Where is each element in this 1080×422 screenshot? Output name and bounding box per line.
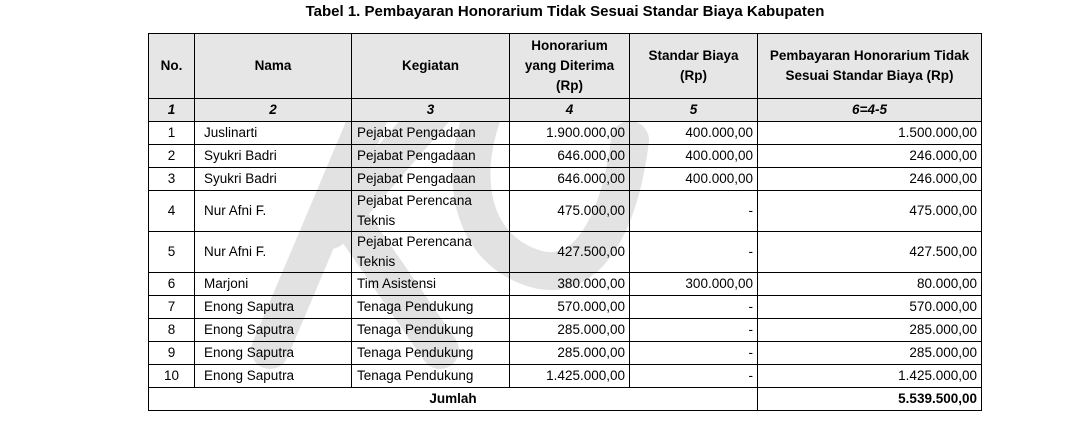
cell-selisih: 570.000,00 [758,296,982,319]
cell-honorarium: 380.000,00 [510,273,630,296]
col-number: 5 [630,99,758,122]
cell-standar-biaya: - [630,319,758,342]
column-number-row [149,99,982,122]
cell-no: 8 [149,319,195,342]
table-row [149,232,982,273]
cell-selisih: 427.500,00 [758,232,982,273]
cell-standar-biaya: 400.000,00 [630,145,758,168]
cell-nama: Enong Saputra [195,296,352,319]
cell-honorarium: 475.000,00 [510,191,630,232]
cell-nama: Enong Saputra [195,342,352,365]
cell-kegiatan: Pejabat Pengadaan [352,168,510,191]
cell-standar-biaya: - [630,232,758,273]
header-standar-biaya: Standar Biaya (Rp) [630,34,758,99]
cell-selisih: 1.500.000,00 [758,122,982,145]
cell-no: 9 [149,342,195,365]
cell-nama: Enong Saputra [195,365,352,388]
cell-kegiatan: Pejabat Pengadaan [352,122,510,145]
col-number: 3 [352,99,510,122]
cell-kegiatan: Tenaga Pendukung [352,296,510,319]
honorarium-table [148,33,982,411]
cell-standar-biaya: - [630,342,758,365]
cell-no: 7 [149,296,195,319]
header-nama: Nama [195,34,352,99]
cell-nama: Syukri Badri [195,168,352,191]
cell-honorarium: 1.900.000,00 [510,122,630,145]
cell-honorarium: 646.000,00 [510,168,630,191]
col-number: 6=4-5 [758,99,982,122]
cell-selisih: 246.000,00 [758,168,982,191]
cell-kegiatan: Tenaga Pendukung [352,319,510,342]
cell-honorarium: 285.000,00 [510,319,630,342]
header-no: No. [149,34,195,99]
col-number: 1 [149,99,195,122]
table-row [149,191,982,232]
cell-no: 10 [149,365,195,388]
cell-nama: Syukri Badri [195,145,352,168]
cell-honorarium: 285.000,00 [510,342,630,365]
cell-kegiatan: Tim Asistensi [352,273,510,296]
cell-no: 2 [149,145,195,168]
cell-nama: Enong Saputra [195,319,352,342]
table-row [149,273,982,296]
cell-honorarium: 646.000,00 [510,145,630,168]
cell-nama: Nur Afni F. [195,232,352,273]
cell-kegiatan: Tenaga Pendukung [352,342,510,365]
header-pembayaran: Pembayaran Honorarium Tidak Sesuai Standar Biaya (Rp) [758,34,982,99]
header-kegiatan: Kegiatan [352,34,510,99]
total-value: 5.539.500,00 [758,388,982,411]
header-row [149,34,982,99]
cell-honorarium: 427.500,00 [510,232,630,273]
table-row [149,296,982,319]
cell-selisih: 80.000,00 [758,273,982,296]
header-honorarium: Honorarium yang Diterima (Rp) [510,34,630,99]
cell-no: 6 [149,273,195,296]
cell-nama: Nur Afni F. [195,191,352,232]
cell-no: 5 [149,232,195,273]
table-title: Tabel 1. Pembayaran Honorarium Tidak Sesuai Standar Biaya Kabupaten [305,3,825,20]
table-row [149,319,982,342]
cell-standar-biaya: 400.000,00 [630,122,758,145]
table-row [149,342,982,365]
cell-selisih: 246.000,00 [758,145,982,168]
cell-standar-biaya: - [630,191,758,232]
cell-standar-biaya: - [630,296,758,319]
cell-honorarium: 1.425.000,00 [510,365,630,388]
cell-standar-biaya: 400.000,00 [630,168,758,191]
cell-selisih: 475.000,00 [758,191,982,232]
cell-kegiatan: Pejabat Pengadaan [352,145,510,168]
cell-nama: Juslinarti [195,122,352,145]
table-row [149,365,982,388]
cell-standar-biaya: 300.000,00 [630,273,758,296]
cell-selisih: 285.000,00 [758,319,982,342]
cell-no: 3 [149,168,195,191]
cell-no: 1 [149,122,195,145]
table-row [149,122,982,145]
cell-no: 4 [149,191,195,232]
total-row [149,388,982,411]
cell-honorarium: 570.000,00 [510,296,630,319]
cell-standar-biaya: - [630,365,758,388]
cell-kegiatan: Pejabat Perencana Teknis [352,191,510,232]
cell-selisih: 285.000,00 [758,342,982,365]
cell-selisih: 1.425.000,00 [758,365,982,388]
col-number: 2 [195,99,352,122]
table-row [149,145,982,168]
total-label: Jumlah [149,388,758,411]
cell-kegiatan: Tenaga Pendukung [352,365,510,388]
table-row [149,168,982,191]
cell-kegiatan: Pejabat Perencana Teknis [352,232,510,273]
col-number: 4 [510,99,630,122]
cell-nama: Marjoni [195,273,352,296]
